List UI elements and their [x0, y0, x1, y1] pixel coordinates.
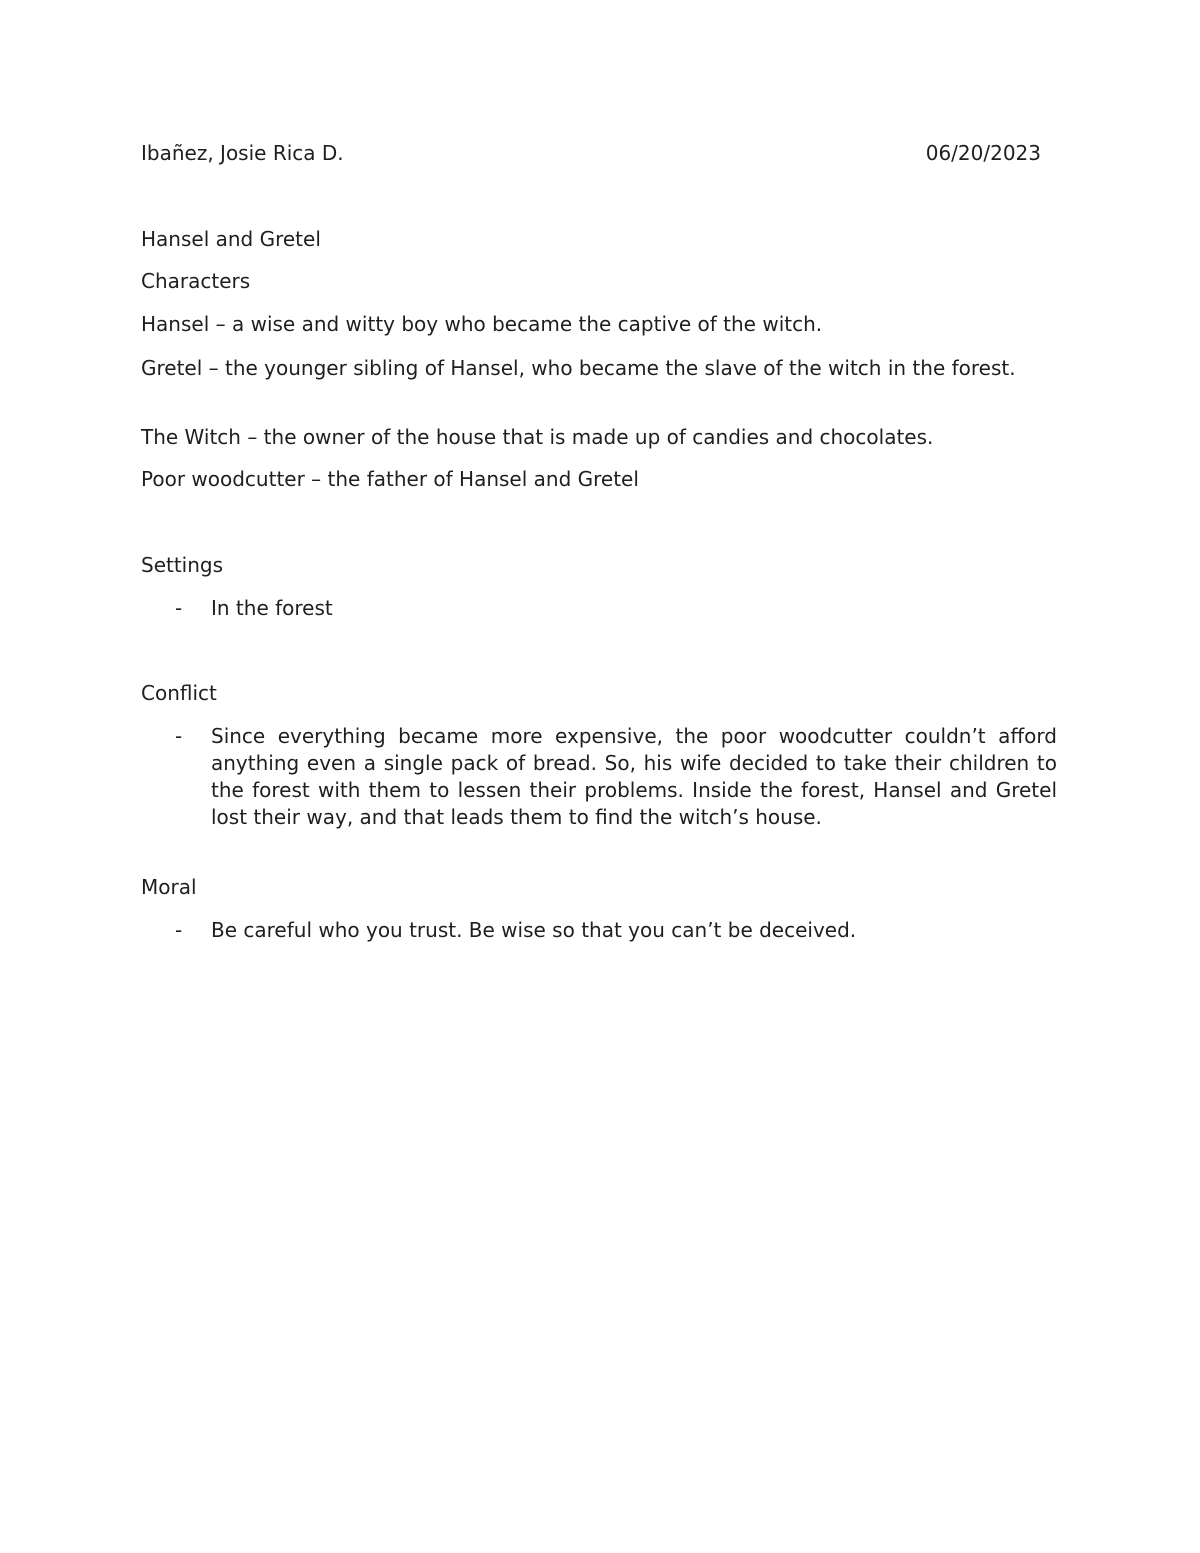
settings-heading: Settings — [141, 553, 224, 577]
moral-heading: Moral — [141, 875, 197, 899]
character-woodcutter: Poor woodcutter – the father of Hansel and Gretel — [141, 467, 639, 491]
document-header — [141, 140, 1041, 168]
settings-bullet: - — [175, 596, 183, 620]
character-gretel: Gretel – the younger sibling of Hansel, who became the slave of the witch in the forest. — [141, 356, 1016, 380]
conflict-item: Since everything became more expensive, the poor woodcutter couldn’t afford anything even a single pack of bread. So, his wife decided to take their children to the forest with them to lessen their problems. Inside the forest, Hansel and Gretel lost their way, and that leads them to find the witch’s house. — [211, 724, 1057, 829]
moral-item: Be careful who you trust. Be wise so that you can’t be deceived. — [211, 918, 857, 942]
document-title: Hansel and Gretel — [141, 227, 321, 251]
moral-bullet: - — [175, 918, 183, 942]
author-name: Ibañez, Josie Rica D. — [141, 141, 344, 165]
document-date: 06/20/2023 — [925, 141, 1041, 165]
characters-heading: Characters — [141, 269, 251, 293]
character-witch: The Witch – the owner of the house that is made up of candies and chocolates. — [141, 425, 934, 449]
character-hansel: Hansel – a wise and witty boy who became the captive of the witch. — [141, 312, 823, 336]
settings-item: In the forest — [211, 596, 333, 620]
conflict-bullet: - — [175, 724, 183, 748]
conflict-heading: Conflict — [141, 681, 217, 705]
